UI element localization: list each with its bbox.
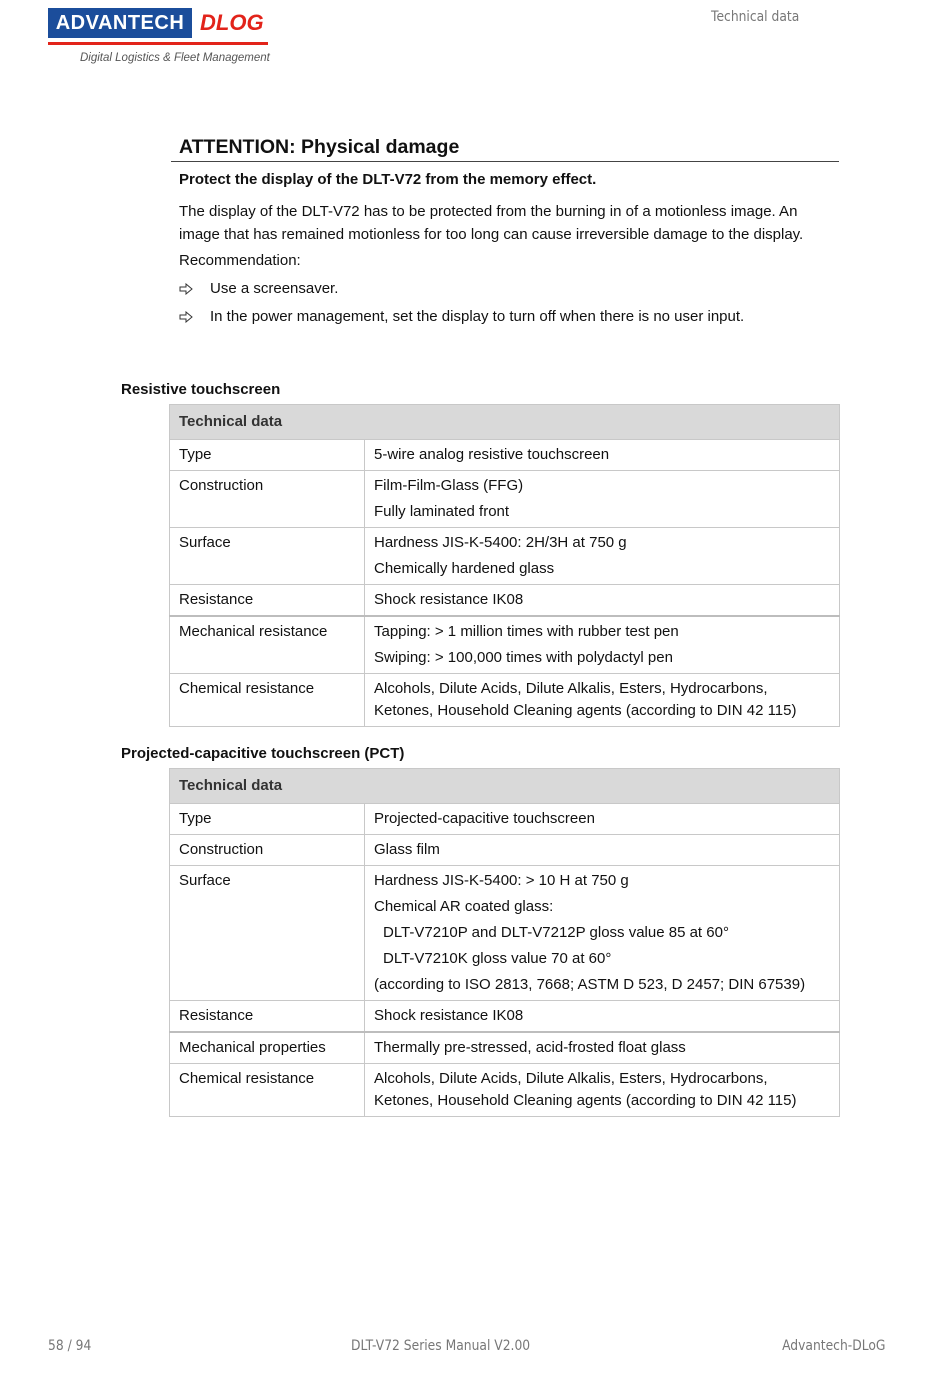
table-row bbox=[170, 528, 840, 585]
logo-sub: DLOG bbox=[200, 10, 264, 35]
spec-value bbox=[365, 528, 840, 585]
spec-value-line: Shock resistance IK08 bbox=[374, 1007, 524, 1024]
table-row bbox=[170, 674, 840, 727]
section-heading-resistive: Resistive touchscreen bbox=[121, 381, 281, 398]
table-header: Technical data bbox=[170, 405, 840, 440]
spec-value-line: DLT-V7210K gloss value 70 at 60° bbox=[383, 950, 612, 967]
pct-spec-table bbox=[169, 768, 840, 1117]
spec-value bbox=[365, 1064, 840, 1117]
spec-value-line: Film-Film-Glass (FFG) bbox=[374, 477, 524, 494]
table-row bbox=[170, 1032, 840, 1064]
header-section-title: Technical data bbox=[710, 9, 799, 25]
spec-key: Surface bbox=[170, 866, 365, 1001]
logo-tagline: Digital Logistics & Fleet Management bbox=[80, 52, 270, 64]
spec-key: Resistance bbox=[170, 585, 365, 617]
spec-key: Chemical resistance bbox=[170, 1064, 365, 1117]
spec-value bbox=[365, 674, 840, 727]
spec-value-line: Projected-capacitive touchscreen bbox=[374, 810, 595, 827]
recommendation-text: Use a screensaver. bbox=[210, 280, 339, 297]
table-row bbox=[170, 440, 840, 471]
spec-value-line: Alcohols, Dilute Acids, Dilute Alkalis, Esters, Hydrocarbons, Ketones, Household Cleaning agents (according to DIN 42 115) bbox=[374, 1070, 797, 1109]
spec-value-line: Chemical AR coated glass: bbox=[374, 898, 554, 915]
table-header: Technical data bbox=[170, 769, 840, 804]
attention-divider bbox=[171, 161, 839, 162]
spec-key: Construction bbox=[170, 471, 365, 528]
spec-value bbox=[365, 1032, 840, 1064]
attention-title: ATTENTION: Physical damage bbox=[179, 136, 460, 158]
spec-key: Type bbox=[170, 804, 365, 835]
logo-brand: ADVANTECH bbox=[48, 8, 192, 38]
page-number: 58 / 94 bbox=[48, 1338, 92, 1354]
company-logo bbox=[48, 8, 270, 68]
manual-title: DLT-V72 Series Manual V2.00 bbox=[351, 1338, 531, 1354]
spec-value bbox=[365, 804, 840, 835]
table-row bbox=[170, 866, 840, 1001]
table-row bbox=[170, 1064, 840, 1117]
arrow-right-icon bbox=[179, 283, 210, 295]
spec-value-line: Swiping: > 100,000 times with polydactyl pen bbox=[374, 649, 673, 666]
spec-key: Resistance bbox=[170, 1001, 365, 1033]
table-row bbox=[170, 616, 840, 674]
spec-key: Chemical resistance bbox=[170, 674, 365, 727]
attention-recommendation: Recommendation: bbox=[179, 252, 301, 269]
spec-value bbox=[365, 585, 840, 617]
spec-value-line: Glass film bbox=[374, 841, 440, 858]
recommendation-text: In the power management, set the display to turn off when there is no user input. bbox=[210, 308, 745, 325]
spec-value-line: Chemically hardened glass bbox=[374, 560, 555, 577]
spec-value-line: Shock resistance IK08 bbox=[374, 591, 524, 608]
logo-rule bbox=[48, 42, 268, 45]
table-row bbox=[170, 471, 840, 528]
recommendation-item bbox=[179, 280, 338, 297]
spec-value-line: Thermally pre-stressed, acid-frosted float glass bbox=[374, 1039, 686, 1056]
spec-value bbox=[365, 1001, 840, 1033]
spec-value bbox=[365, 835, 840, 866]
resistive-spec-table bbox=[169, 404, 840, 727]
spec-value-line: Hardness JIS-K-5400: > 10 H at 750 g bbox=[374, 872, 629, 889]
spec-key: Mechanical properties bbox=[170, 1032, 365, 1064]
spec-key: Mechanical resistance bbox=[170, 616, 365, 674]
table-row bbox=[170, 1001, 840, 1033]
spec-value bbox=[365, 616, 840, 674]
spec-value bbox=[365, 440, 840, 471]
spec-value bbox=[365, 471, 840, 528]
attention-lead: Protect the display of the DLT-V72 from the memory effect. bbox=[179, 171, 597, 188]
spec-value-line: DLT-V7210P and DLT-V7212P gloss value 85 at 60° bbox=[383, 924, 729, 941]
spec-value-line: Hardness JIS-K-5400: 2H/3H at 750 g bbox=[374, 534, 627, 551]
table-row bbox=[170, 835, 840, 866]
recommendation-item bbox=[179, 308, 744, 325]
spec-value bbox=[365, 866, 840, 1001]
table-row bbox=[170, 585, 840, 617]
company-name: Advantech-DLoG bbox=[781, 1338, 885, 1354]
spec-key: Construction bbox=[170, 835, 365, 866]
spec-value-line: Tapping: > 1 million times with rubber test pen bbox=[374, 623, 679, 640]
spec-value-line: 5-wire analog resistive touchscreen bbox=[374, 446, 610, 463]
spec-key: Surface bbox=[170, 528, 365, 585]
spec-value-line: Alcohols, Dilute Acids, Dilute Alkalis, Esters, Hydrocarbons, Ketones, Household Cleaning agents (according to DIN 42 115) bbox=[374, 680, 797, 719]
spec-value-line: (according to ISO 2813, 7668; ASTM D 523, D 2457; DIN 67539) bbox=[374, 976, 806, 993]
spec-value-line: Fully laminated front bbox=[374, 503, 510, 520]
table-row bbox=[170, 804, 840, 835]
section-heading-pct: Projected-capacitive touchscreen (PCT) bbox=[121, 745, 405, 762]
attention-body: The display of the DLT-V72 has to be protected from the burning in of a motionless image. An image that has remained motionless for too long can cause irreversible damage to the display. bbox=[179, 203, 804, 243]
spec-key: Type bbox=[170, 440, 365, 471]
arrow-right-icon bbox=[179, 311, 210, 323]
